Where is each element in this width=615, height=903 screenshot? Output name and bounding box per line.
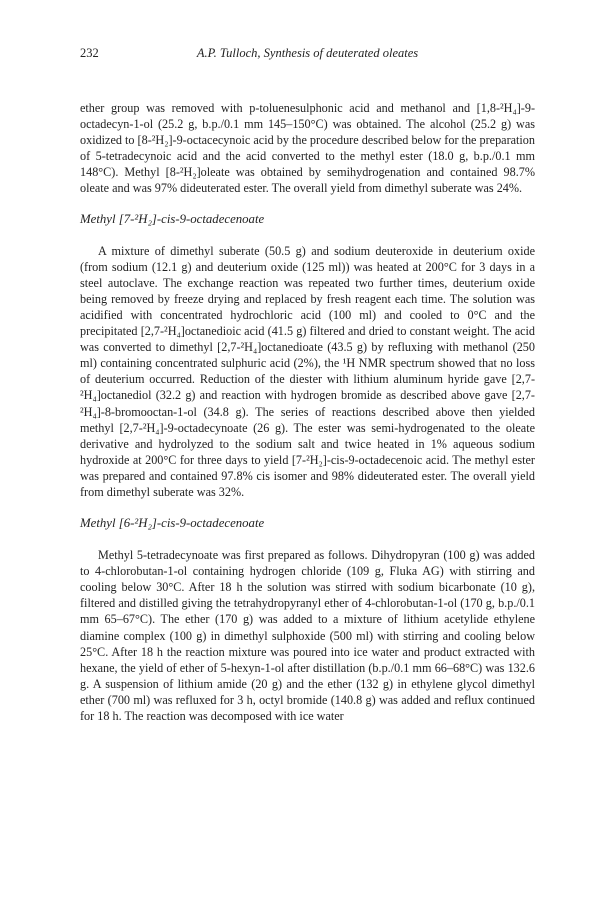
paragraph-6-d2: Methyl 5-tetradecynoate was first prepared as follows. Dihydropyran (100 g) was added to 4-chlorobutan-1-ol containing hydrogen chloride (109 g, Fluka AG) with stirring and cooling below 30°C. After 18 h the solution was stirred with sodium bicarbonate (10 g), filtered and distilled giving the tetrahydropyranyl ether of 4-chlorobutan-1-ol (170 g, b.p./0.1 mm 65–67°C). The ether (170 g) was added to a mixture of lithium acetylide ethylene diamine complex (100 g) in dimethyl sulphoxide (500 ml) with stirring and cooling below 25°C. After 18 h the reaction mixture was poured into ice water and product extracted with hexane, the yield of ether of 5-hexyn-1-ol after distillation (b.p./0.1 mm 66–68°C) was 132.6 g. A suspension of lithium amide (20 g) and the ether (132 g) in ethylene glycol dimethyl ether (700 ml) was refluxed for 3 h, octyl bromide (140.8 g) was added and reflux continued for 18 h. The reaction was decomposed with ice water — [80, 548, 535, 723]
page-header — [80, 46, 535, 64]
paragraph-7-d2: A mixture of dimethyl suberate (50.5 g) and sodium deuteroxide in deuterium oxide (from sodium (12.1 g) and deuterium oxide (125 ml)) was heated at 200°C for 3 days in a steel autoclave. The exchange reaction was repeated two further times, deuterium oxide being removed by freeze drying and replaced by fresh reagent each time. The solution was acidified with concentrated hydrochloric acid (100 ml) and cooled to 0°C and the precipitated [2,7-²H₄]octanedioic acid (41.5 g) filtered and dried to constant weight. The acid was converted to dimethyl [2,7-²H₄]octanedioate (43.5 g) by refluxing with methanol (250 ml) containing concentrated sulphuric acid (2%), the ¹H NMR spectrum showed that no loss of deuterium occurred. Reduction of the diester with lithium aluminum hyride gave [2,7-²H₄]octanediol (32.2 g) and reaction with hydrogen bromide as described above gave [2,7-²H₄]-8-bromooctan-1-ol (34.8 g). The series of reactions described above then yielded methyl [2,7-²H₄]-9-octadecynoate (26 g). The ester was semi-hydrogenated to the oleate derivative and hydrolyzed to the sodium salt and twice heated in 1% aqueous sodium hydroxide at 200°C for three days to yield [7-²H₂]-cis-9-octadecenoic acid. The methyl ester was prepared and contained 97.8% cis isomer and 98% dideuterated ester. The overall yield from dimethyl suberate was 32%. — [80, 243, 535, 499]
paragraph-continued: ether group was removed with p-toluenesulphonic acid and methanol and [1,8-²H₄]-9-octadecyn-1-ol (25.2 g, b.p./0.1 mm 145–150°C) was obtained. The alcohol (25.2 g) was oxidized to [8-²H₂]-9-octacecynoic acid by the procedure described below for the preparation of 5-tetradecynoic acid and the acid converted to the methyl ester (18.0 g, b.p./0.1 mm 148°C). Methyl [8-²H₂]oleate was obtained by semihydrogenation and contained 98.7% oleate and was 97% dideuterated ester. The overall yield from dimethyl suberate was 24%. — [80, 101, 535, 196]
page-number: 232 — [80, 46, 99, 60]
section-heading-7-d2: Methyl [7-²H₂]-cis-9-octadecenoate — [80, 211, 265, 226]
body-text — [80, 100, 535, 724]
running-head: A.P. Tulloch, Synthesis of deuterated oleates — [196, 46, 419, 60]
section-heading-6-d2: Methyl [6-²H₂]-cis-9-octadecenoate — [80, 516, 265, 531]
